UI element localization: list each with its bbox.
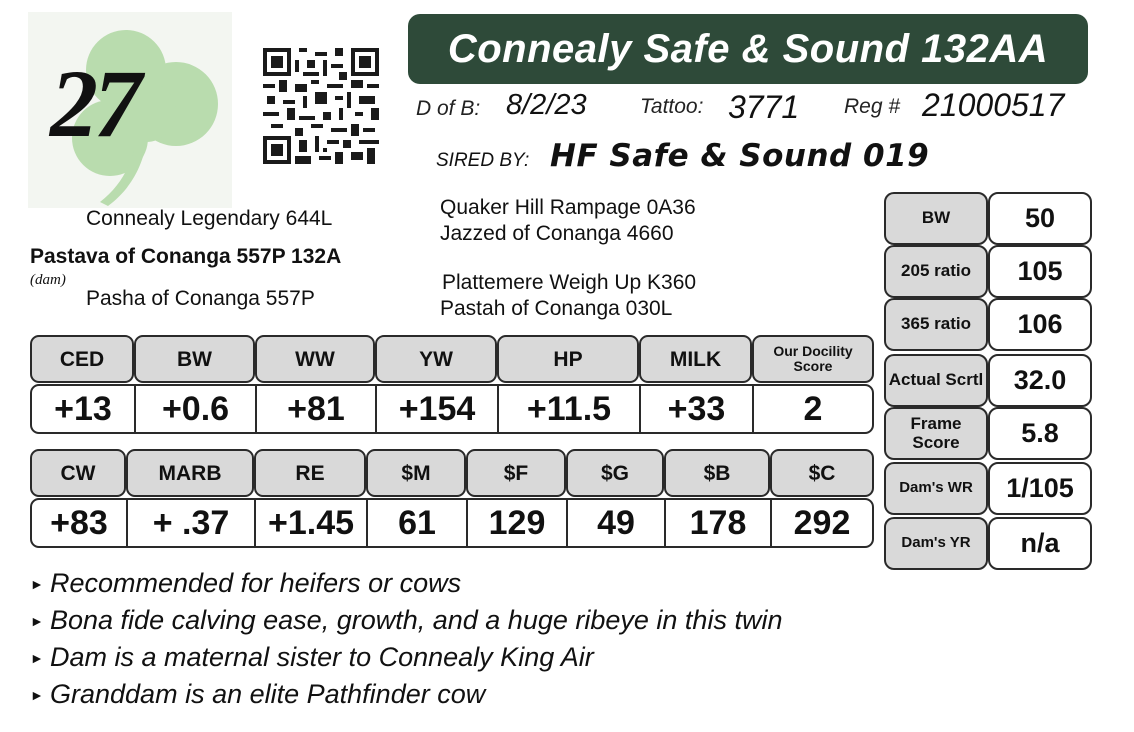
stat-label: BW	[884, 192, 988, 245]
sire-granddam: Pastah of Conanga 030L	[440, 297, 673, 320]
epd-value: 2	[803, 389, 823, 428]
qr-code-icon	[262, 48, 380, 164]
dam-label: (dam)	[30, 272, 66, 288]
epd-value: 49	[568, 500, 666, 546]
stat-label: Frame Score	[884, 407, 988, 460]
epd-value: 178	[666, 500, 772, 546]
epd-value: +1.45	[256, 500, 368, 546]
epd-header: CW	[30, 449, 126, 497]
list-item	[30, 605, 930, 642]
performance-stats	[884, 192, 1092, 574]
epd-header: CED	[30, 335, 134, 383]
stat-value: 32.0	[988, 354, 1092, 407]
epd-value: 129	[468, 500, 568, 546]
note-text: Granddam is an elite Pathfinder cow	[50, 679, 486, 709]
note-text: Recommended for heifers or cows	[50, 568, 462, 598]
epd-value: 292	[793, 503, 851, 542]
stat-row-frame-score	[884, 407, 1092, 460]
epd-value: +13	[32, 386, 136, 432]
notes-list	[30, 568, 930, 716]
note-text: Dam is a maternal sister to Connealy King Air	[50, 642, 594, 672]
sire-grandsire: Plattemere Weigh Up K360	[442, 271, 697, 294]
stat-row-dam-yr	[884, 517, 1092, 570]
epd-header: $C	[770, 449, 874, 497]
epd-values-row	[30, 384, 874, 434]
lot-logo	[28, 12, 232, 208]
dob-value: 8/2/23	[506, 89, 587, 121]
epd-header: $F	[466, 449, 566, 497]
lot-number: 27	[50, 50, 138, 157]
list-item	[30, 679, 930, 716]
epd-header: BW	[134, 335, 255, 383]
epd-table-carcass	[30, 449, 874, 549]
stat-label: Actual Scrtl	[884, 354, 988, 407]
title-banner	[408, 14, 1088, 84]
maternal-granddam: Pasha of Conanga 557P	[86, 287, 315, 310]
sire-sire: Quaker Hill Rampage 0A36	[440, 196, 696, 219]
animal-name: Connealy Safe & Sound 132AA	[447, 26, 1049, 71]
epd-values-row	[30, 498, 874, 548]
stat-value: 50	[988, 192, 1092, 245]
stat-value: 105	[988, 245, 1092, 298]
epd-value: 61	[368, 500, 468, 546]
epd-value: +0.6	[136, 386, 257, 432]
sire-name: HF Safe & Sound 019	[550, 138, 930, 174]
stat-row-bw	[884, 192, 1092, 245]
stat-row-dam-wr	[884, 462, 1092, 515]
epd-header: $G	[566, 449, 664, 497]
stat-row-scrotal	[884, 354, 1092, 407]
stat-label: 205 ratio	[884, 245, 988, 298]
epd-header: WW	[255, 335, 375, 383]
tattoo-label: Tattoo:	[640, 95, 704, 118]
epd-header: $M	[366, 449, 466, 497]
reg-value: 21000517	[922, 87, 1065, 123]
epd-header-docility: Our Docility Score	[752, 335, 874, 383]
bullet-icon: ►	[30, 650, 44, 666]
stat-value: 1/105	[988, 462, 1092, 515]
stat-value: 106	[988, 298, 1092, 351]
stat-row-365-ratio	[884, 298, 1092, 351]
epd-header: YW	[375, 335, 497, 383]
list-item	[30, 642, 930, 679]
stat-value: 5.8	[988, 407, 1092, 460]
bullet-icon: ►	[30, 576, 44, 592]
epd-value: +81	[257, 386, 377, 432]
maternal-grandsire: Connealy Legendary 644L	[86, 207, 333, 230]
epd-header: RE	[254, 449, 366, 497]
epd-value: +83	[32, 500, 128, 546]
epd-header: $B	[664, 449, 770, 497]
bullet-icon: ►	[30, 613, 44, 629]
dob-label: D of B:	[416, 97, 481, 120]
epd-header: HP	[497, 335, 639, 383]
epd-header: MARB	[126, 449, 254, 497]
epd-table-growth	[30, 335, 874, 435]
stat-label: 365 ratio	[884, 298, 988, 351]
reg-label: Reg #	[844, 95, 901, 118]
epd-value: +11.5	[499, 386, 641, 432]
sire-dam: Jazzed of Conanga 4660	[440, 222, 674, 245]
dam-name: Pastava of Conanga 557P 132A	[30, 245, 342, 268]
epd-value: +33	[641, 386, 754, 432]
stat-label: Dam's YR	[884, 517, 988, 570]
bullet-icon: ►	[30, 687, 44, 703]
stat-label: Dam's WR	[884, 462, 988, 515]
epd-value: + .37	[128, 500, 256, 546]
epd-header: MILK	[639, 335, 752, 383]
epd-value: +154	[377, 386, 499, 432]
note-text: Bona fide calving ease, growth, and a huge ribeye in this twin	[50, 605, 783, 635]
stat-row-205-ratio	[884, 245, 1092, 298]
sired-by-label: SIRED BY:	[436, 150, 530, 171]
stat-value: n/a	[988, 517, 1092, 570]
list-item	[30, 568, 930, 605]
tattoo-value: 3771	[728, 89, 800, 125]
